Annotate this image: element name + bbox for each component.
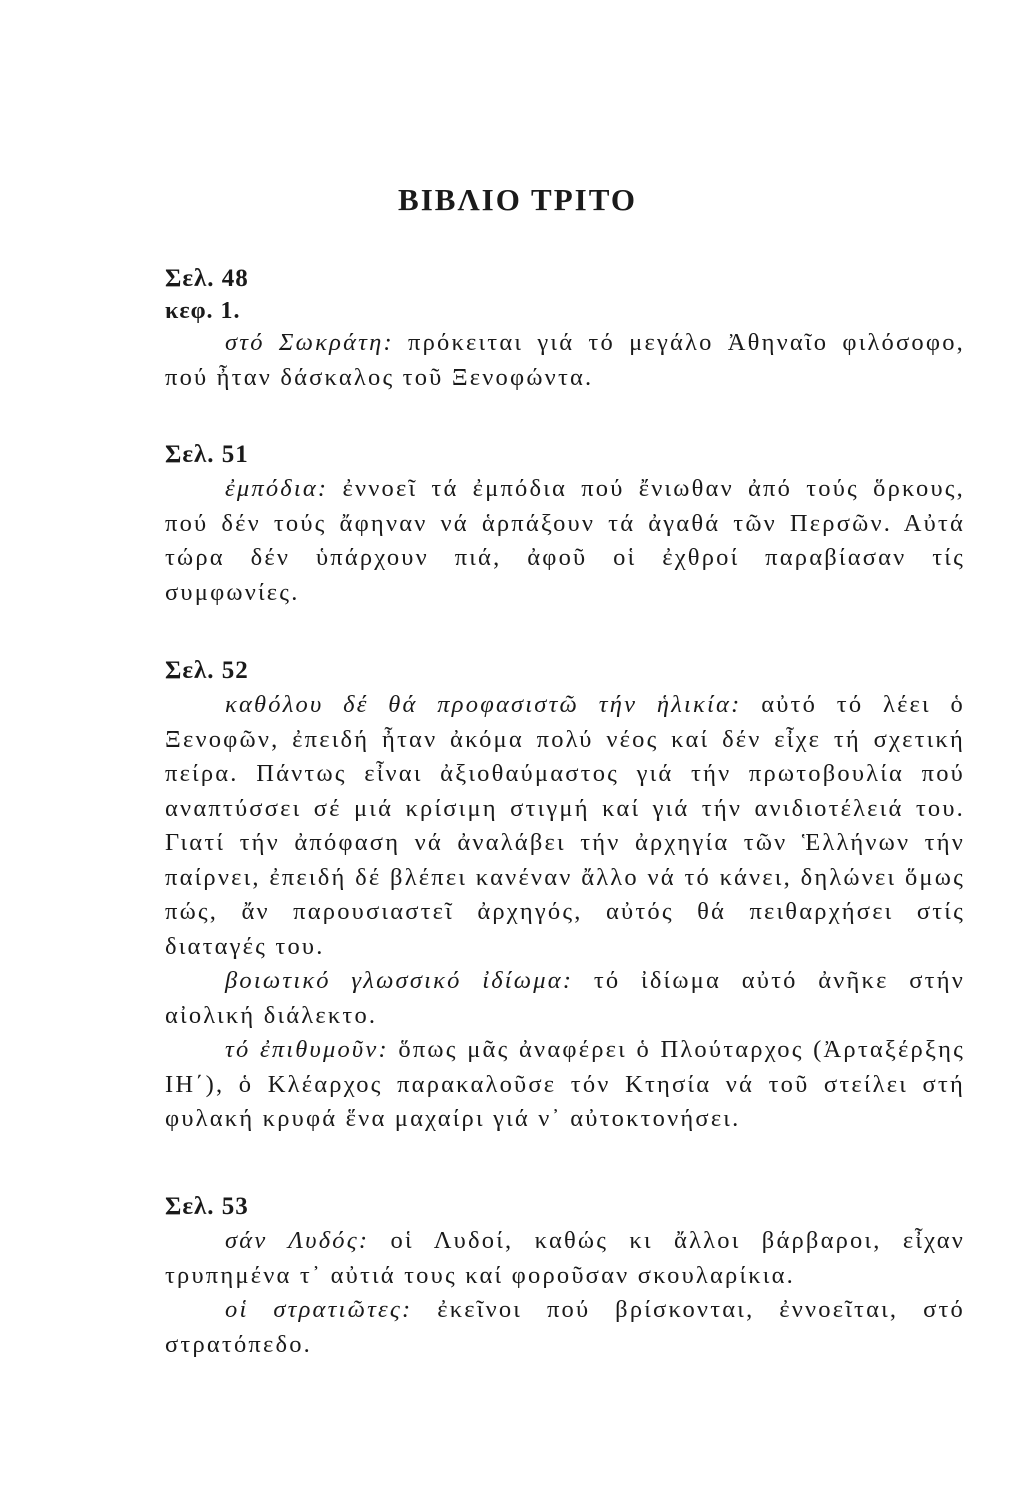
- note-text: ἐννοεῖ τά ἐμπόδια πού ἔνιωθαν ἀπό τούς ὅρκους, πού δέν τούς ἄφηναν νά ἁρπάξουν τά ἀγαθά τῶν Περσῶν. Αὐτά τώρα δέν ὑπάρχουν πιά, ἀφοῦ οἱ ἐχθροί παραβίασαν τίς συμφωνίες.: [165, 475, 966, 606]
- section-p52: [165, 654, 965, 1137]
- note-entry: [165, 1293, 965, 1362]
- note-text: πρόκειται γιά τό μεγάλο Ἀθηναῖο φιλόσοφο, πού ἦταν δάσκαλος τοῦ Ξενοφώντα.: [165, 329, 965, 391]
- note-term: σάν Λυδός:: [225, 1227, 370, 1254]
- page-title: ΒΙΒΛΙΟ ΤΡΙΤΟ: [398, 182, 637, 217]
- note-term: βοιωτικό γλωσσικό ἰδίωμα:: [225, 967, 574, 994]
- section-heading: Σελ. 51: [165, 441, 249, 468]
- note-term: ἐμπόδια:: [225, 475, 329, 502]
- chapter-label: κεφ. 1.: [165, 298, 241, 324]
- section-heading: Σελ. 53: [165, 1193, 249, 1220]
- note-term: οἱ στρατιῶτες:: [225, 1296, 413, 1323]
- note-entry: [165, 326, 965, 395]
- note-text: ὅπως μᾶς ἀναφέρει ὁ Πλούταρχος (Ἀρταξέρξης ΙΗ΄), ὁ Κλέαρχος παρακαλοῦσε τόν Κτησία νά τοῦ στείλει στή φυλακή κρυφά ἕνα μαχαίρι γιά ν᾽ αὐτοκτονήσει.: [165, 1036, 966, 1132]
- note-entry: [165, 1224, 965, 1293]
- note-text: τό ἰδίωμα αὐτό ἀνῆκε στήν αἰολική διάλεκτο.: [165, 967, 965, 1029]
- note-term: στό Σωκράτη:: [225, 329, 394, 356]
- section-p53: [165, 1190, 965, 1362]
- note-entry: [165, 964, 965, 1033]
- note-term: τό ἐπιθυμοῦν:: [225, 1036, 389, 1063]
- note-text: ἐκεῖνοι πού βρίσκονται, ἐννοεῖται, στό στρατόπεδο.: [165, 1296, 965, 1358]
- note-entry: [165, 688, 965, 964]
- note-entry: [165, 472, 965, 610]
- section-heading: Σελ. 48: [165, 265, 249, 292]
- section-p51: [165, 438, 965, 610]
- note-text: οἱ Λυδοί, καθώς κι ἄλλοι βάρβαροι, εἶχαν τρυπημένα τ᾽ αὐτιά τους καί φοροῦσαν σκουλαρίκια.: [165, 1227, 966, 1289]
- note-text: αὐτό τό λέει ὁ Ξενοφῶν, ἐπειδή ἦταν ἀκόμα πολύ νέος καί δέν εἶχε τή σχετική πείρα. Πάντως εἶναι ἀξιοθαύμαστος γιά τήν πρωτοβουλία πού αναπτύσσει σέ μιά κρίσιμη στιγμή καί γιά τήν ανιδιοτέλειά του. Γιατί τήν ἀπόφαση νά ἀναλάβει τήν ἀρχηγία τῶν Ἑλλήνων τήν παίρνει, ἐπειδή δέ βλέπει κανέναν ἄλλο νά τό κάνει, δηλώνει ὅμως πώς, ἄν παρουσιαστεῖ ἀρχηγός, αὐτός θά πειθαρχήσει στίς διαταγές του.: [165, 691, 966, 960]
- note-entry: [165, 1033, 965, 1137]
- note-term: καθόλου δέ θά προφασιστῶ τήν ἡλικία:: [225, 691, 742, 718]
- section-heading: Σελ. 52: [165, 657, 249, 684]
- section-p48: [165, 262, 965, 395]
